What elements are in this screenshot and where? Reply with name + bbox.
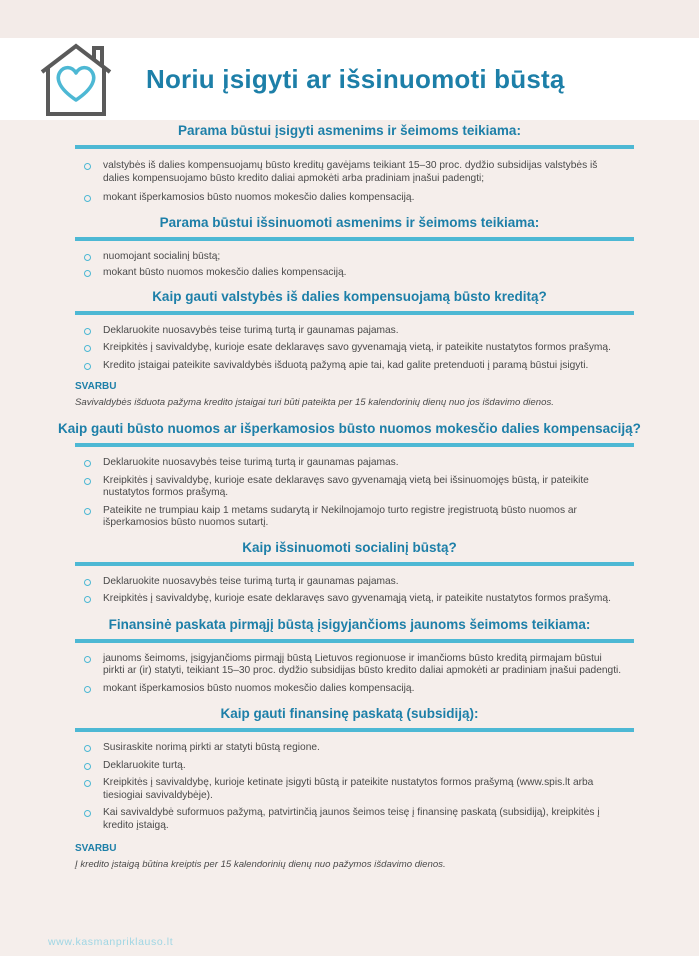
bullet-list — [84, 251, 624, 280]
circle-bullet-icon — [84, 195, 91, 202]
list-item — [84, 475, 624, 500]
list-item-text: valstybės iš dalies kompensuojamų būsto kreditų gavėjams teikiant 15–30 proc. dydžio subsidijas valstybės iš dalies kompensuojamo būsto kredito daliai apmokėti arba pradiniam įnašui padengti; — [103, 160, 598, 184]
circle-bullet-icon — [84, 780, 91, 787]
circle-bullet-icon — [84, 254, 91, 261]
section-housing-rental-support — [0, 215, 699, 280]
list-item-text: Kredito įstaigai pateikite savivaldybės išduotą pažymą apie tai, kad galite pretenduoti į paramą būstui įsigyti. — [103, 359, 589, 371]
section-heading: Kaip gauti valstybės iš dalies kompensuojamą būsto kreditą? — [152, 288, 547, 304]
list-item — [84, 742, 624, 755]
list-item-text: Deklaruokite turtą. — [103, 759, 186, 771]
bullet-list — [84, 653, 624, 696]
list-item-text: Kreipkitės į savivaldybę, kurioje esate deklaravęs savo gyvenamąją vietą, ir pateikite nustatytos formos prašymą. — [103, 593, 611, 604]
section-rule — [75, 145, 634, 149]
content — [0, 120, 699, 870]
circle-bullet-icon — [84, 345, 91, 352]
list-item-text: Kai savivaldybė suformuos pažymą, patvirtinčią jaunos šeimos teisę į finansinę paskatą (subsidiją), kreipkitės į kredito įstaigą. — [103, 807, 600, 831]
circle-bullet-icon — [84, 745, 91, 752]
list-item-text: nuomojant socialinį būstą; — [103, 250, 221, 262]
list-item — [84, 160, 624, 185]
list-item — [84, 342, 624, 355]
bullet-list — [84, 457, 624, 530]
house-heart-icon — [38, 42, 114, 116]
important-label: SVARBU — [75, 843, 117, 854]
list-item — [84, 576, 624, 589]
list-item-text: Susiraskite norimą pirkti ar statyti būstą regione. — [103, 742, 320, 753]
list-item — [84, 653, 624, 678]
list-item-text: Deklaruokite nuosavybės teise turimą turtą ir gaunamas pajamas. — [103, 457, 399, 468]
list-item — [84, 505, 624, 530]
section-heading: Kaip gauti būsto nuomos ar išperkamosios būsto nuomos mokesčio dalies kompensaciją? — [58, 421, 641, 436]
circle-bullet-icon — [84, 596, 91, 603]
important-note: Savivaldybės išduota pažyma kredito įstaigai turi būti pateikta per 15 kalendorinių dienų nuo jos išdavimo dienos. — [75, 397, 554, 408]
section-compensated-credit — [0, 289, 699, 409]
circle-bullet-icon — [84, 656, 91, 663]
circle-bullet-icon — [84, 460, 91, 467]
list-item-text: mokant būsto nuomos mokesčio dalies kompensaciją. — [103, 267, 347, 278]
list-item — [84, 807, 624, 832]
section-rule — [75, 562, 634, 566]
section-heading: Kaip gauti finansinę paskatą (subsidiją): — [220, 706, 479, 721]
section-rule — [75, 443, 634, 447]
list-item-text: mokant išperkamosios būsto nuomos mokesčio dalies kompensaciją. — [103, 682, 415, 694]
list-item-text: Kreipkitės į savivaldybę, kurioje esate deklaravęs savo gyvenamąją vietą bei išsinuomojęs būstą, ir pateikite nustatytos formos prašymą. — [103, 474, 589, 498]
list-item-text: Deklaruokite nuosavybės teise turimą turtą ir gaunamas pajamas. — [103, 324, 399, 336]
bullet-list — [84, 325, 624, 373]
bullet-list — [84, 160, 624, 205]
footer-url: www.kasmanpriklauso.lt — [48, 936, 174, 948]
list-item — [84, 593, 624, 606]
circle-bullet-icon — [84, 270, 91, 277]
section-rule — [75, 237, 634, 241]
list-item-text: mokant išperkamosios būsto nuomos mokesčio dalies kompensaciją. — [103, 192, 415, 203]
list-item-text: jaunoms šeimoms, įsigyjančioms pirmąjį būstą Lietuvos regionuose ir imančioms būsto kreditą pirmajam būstui pirkti ar (ir) statyti, teikiant 15–30 proc. dydžio subsidijas būsto kredito daliai apmokėti ar pradiniam įnašui padengti. — [103, 652, 622, 676]
section-heading: Parama būstui išsinuomoti asmenims ir šeimoms teikiama: — [159, 214, 540, 230]
section-rule — [75, 639, 634, 643]
circle-bullet-icon — [84, 478, 91, 485]
list-item-text: Kreipkitės į savivaldybę, kurioje ketinate įsigyti būstą ir pateikite nustatytos formos prašymą (www.spis.lt arba tiesiogiai savivaldybėje). — [103, 777, 594, 801]
important-label: SVARBU — [75, 381, 117, 392]
list-item — [84, 267, 624, 280]
section-subsidy-howto — [0, 706, 699, 870]
page-title: Noriu įsigyti ar išsinuomoti būstą — [146, 64, 565, 94]
list-item — [84, 360, 624, 373]
section-rule — [75, 311, 634, 315]
section-rent-compensation — [0, 421, 699, 530]
section-young-families-incentive — [0, 617, 699, 696]
list-item-text: Deklaruokite nuosavybės teise turimą turtą ir gaunamas pajamas. — [103, 575, 399, 587]
circle-bullet-icon — [84, 328, 91, 335]
bullet-list — [84, 742, 624, 832]
section-heading: Finansinė paskata pirmąjį būstą įsigyjančioms jaunoms šeimoms teikiama: — [108, 616, 591, 632]
bullet-list — [84, 576, 624, 606]
section-housing-purchase-support — [0, 120, 699, 205]
section-rule — [75, 728, 634, 732]
circle-bullet-icon — [84, 686, 91, 693]
circle-bullet-icon — [84, 363, 91, 370]
section-heading: Kaip išsinuomoti socialinį būstą? — [242, 539, 457, 555]
list-item-text: Kreipkitės į savivaldybę, kurioje esate deklaravęs savo gyvenamąją vietą, ir pateikite nustatytos formos prašymą. — [103, 342, 611, 353]
list-item — [84, 325, 624, 338]
circle-bullet-icon — [84, 763, 91, 770]
list-item — [84, 251, 624, 264]
list-item — [84, 192, 624, 205]
circle-bullet-icon — [84, 810, 91, 817]
list-item — [84, 457, 624, 470]
list-item — [84, 683, 624, 696]
important-note: Į kredito įstaigą būtina kreiptis per 15 kalendorinių dienų nuo pažymos išdavimo dienos. — [75, 859, 446, 870]
circle-bullet-icon — [84, 163, 91, 170]
list-item — [84, 777, 624, 802]
section-social-housing — [0, 540, 699, 606]
section-heading: Parama būstui įsigyti asmenims ir šeimoms teikiama: — [178, 123, 521, 138]
top-strip — [0, 0, 699, 38]
list-item — [84, 760, 624, 773]
circle-bullet-icon — [84, 579, 91, 586]
circle-bullet-icon — [84, 508, 91, 515]
list-item-text: Pateikite ne trumpiau kaip 1 metams sudarytą ir Nekilnojamojo turto registre įregistruotą būsto nuomos ar išperkamosios būsto nuomos sutartį. — [103, 504, 577, 528]
